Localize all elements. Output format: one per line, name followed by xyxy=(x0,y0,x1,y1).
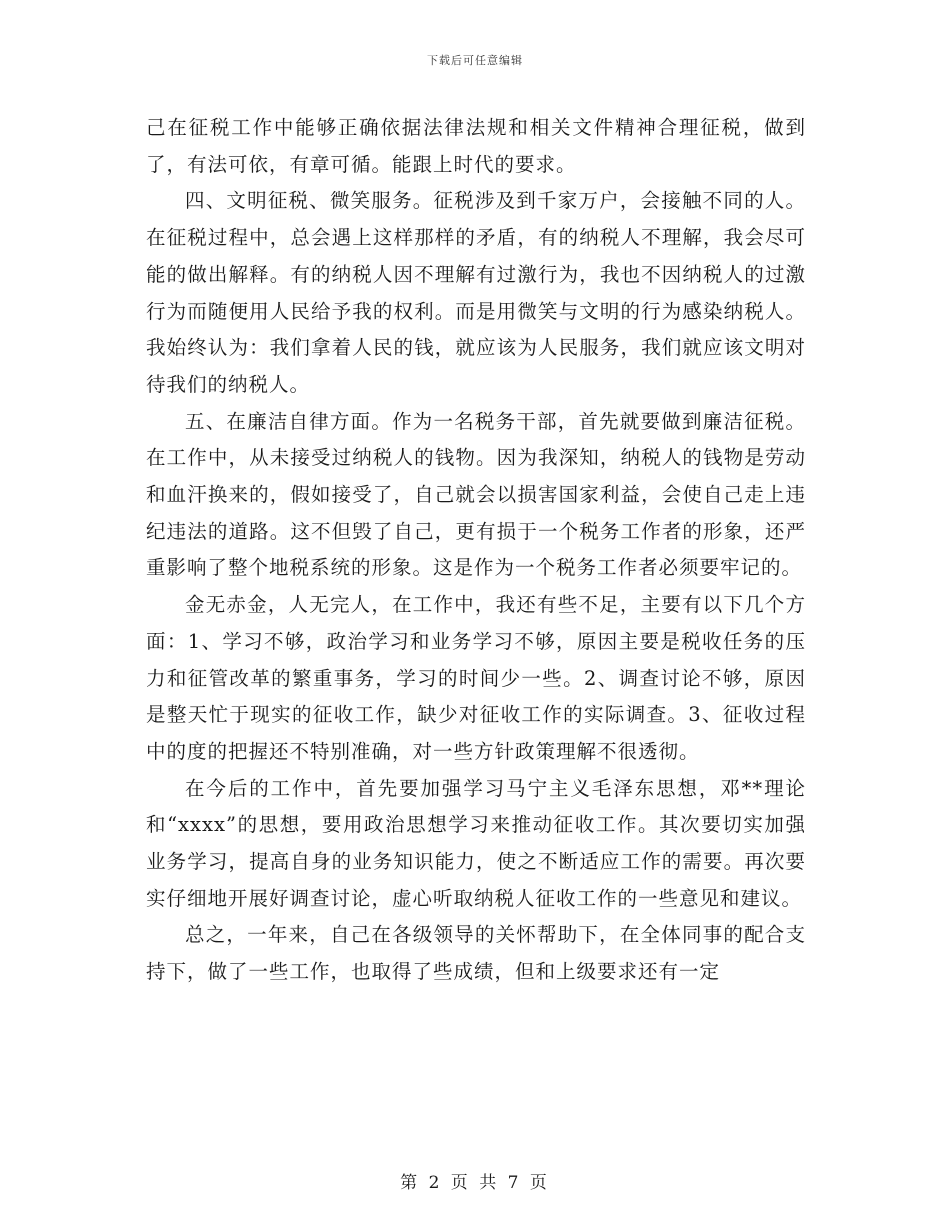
document-body xyxy=(146,110,806,991)
paragraph-continuation: 己在征税工作中能够正确依据法律法规和相关文件精神合理征税，做到了，有法可依，有章可循。能跟上时代的要求。 xyxy=(146,116,806,176)
paragraph-civilized-tax: 四、文明征税、微笑服务。征税涉及到千家万户，会接触不同的人。在征税过程中，总会遇上这样那样的矛盾，有的纳税人不理解，我会尽可能的做出解释。有的纳税人因不理解有过激行为，我也不因纳税人的过激行为而随便用人民给予我的权利。而是用微笑与文明的行为感染纳税人。我始终认为：我们拿着人民的钱，就应该为人民服务，我们就应该文明对待我们的纳税人。 xyxy=(146,189,806,396)
paragraph-future-work: 在今后的工作中，首先要加强学习马宁主义毛泽东思想，邓**理论和“xxxx”的思想，要用政治思想学习来推动征收工作。其次要切实加强业务学习，提高自身的业务知识能力，使之不断适应工作的需要。再次要实仔细地开展好调查讨论，虚心听取纳税人征收工作的一些意见和建议。 xyxy=(146,776,806,910)
page-header: 下载后可任意编辑 xyxy=(427,54,523,67)
page-number: 第 2 页 共 7 页 xyxy=(400,1173,550,1193)
paragraph-shortcomings: 金无赤金，人无完人，在工作中，我还有些不足，主要有以下几个方面：1、学习不够，政治学习和业务学习不够，原因主要是税收任务的压力和征管改革的繁重事务，学习的时间少一些。2、调查讨论不够，原因是整天忙于现实的征收工作，缺少对征收工作的实际调查。3、征收过程中的度的把握还不特别准确，对一些方针政策理解不很透彻。 xyxy=(146,593,806,763)
paragraph-summary: 总之，一年来，自己在各级领导的关怀帮助下，在全体同事的配合支持下，做了一些工作，也取得了些成绩，但和上级要求还有一定 xyxy=(146,923,806,984)
paragraph-integrity: 五、在廉洁自律方面。作为一名税务干部，首先就要做到廉洁征税。在工作中，从未接受过纳税人的钱物。因为我深知，纳税人的钱物是劳动和血汗换来的，假如接受了，自己就会以损害国家利益，会使自己走上违纪违法的道路。这不但毁了自己，更有损于一个税务工作者的形象，还严重影响了整个地税系统的形象。这是作为一个税务工作者必须要牢记的。 xyxy=(146,409,806,580)
